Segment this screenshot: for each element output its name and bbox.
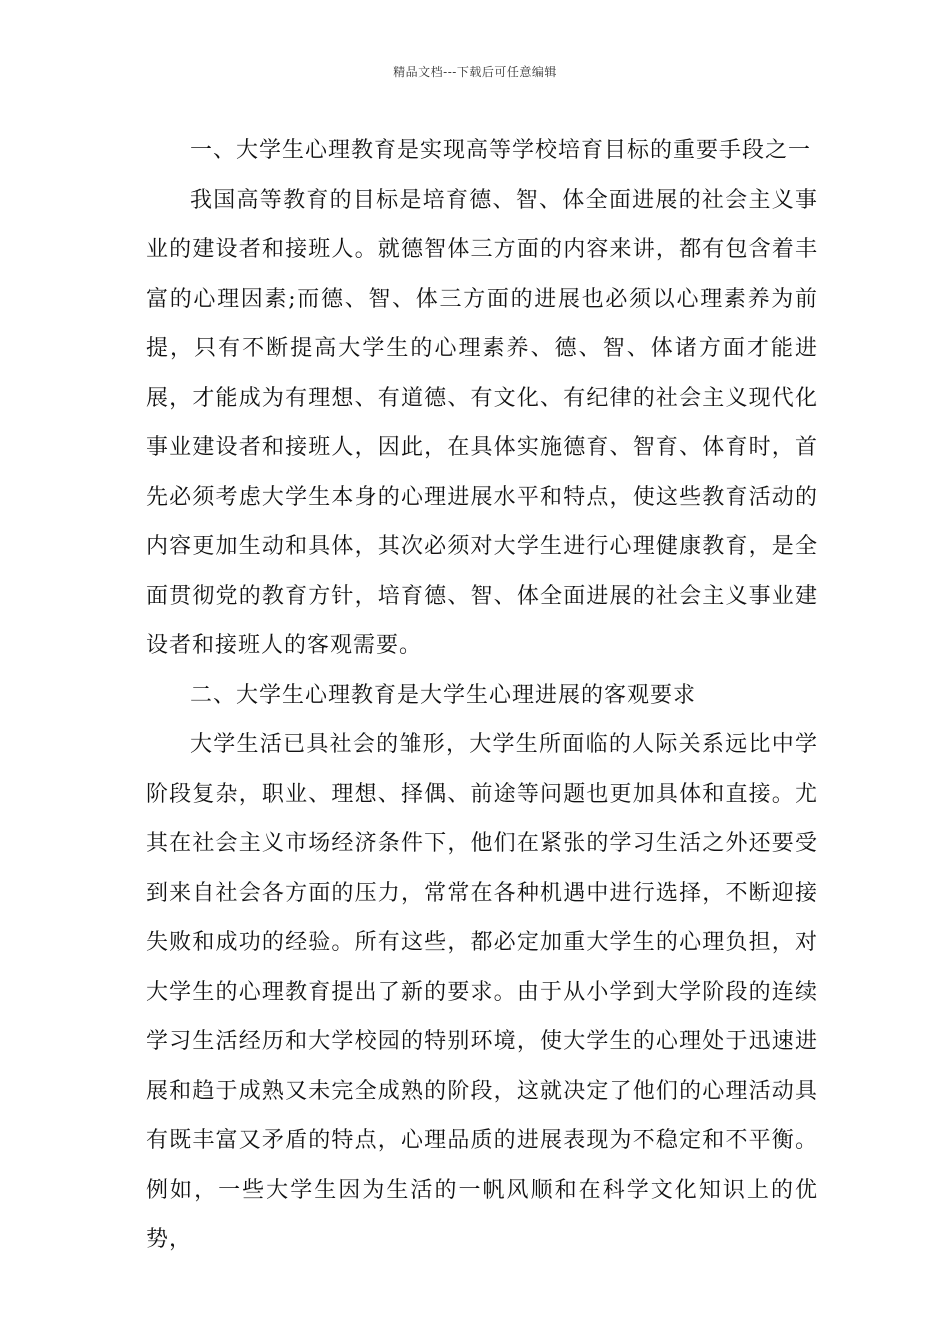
paragraph-education-goals: 我国高等教育的目标是培育德、智、体全面进展的社会主义事业的建设者和接班人。就德智体三方面的内容来讲，都有包含着丰富的心理因素;而德、智、体三方面的进展也必须以心理素养为前提，只有不断提高大学生的心理素养、德、智、体诸方面才能进展，才能成为有理想、有道德、有文化、有纪律的社会主义现代化事业建设者和接班人，因此，在具体实施德育、智育、体育时，首先必须考虑大学生本身的心理进展水平和特点，使这些教育活动的内容更加生动和具体，其次必须对大学生进行心理健康教育，是全面贯彻党的教育方针，培育德、智、体全面进展的社会主义事业建设者和接班人的客观需要。 — [146, 187, 818, 658]
section-heading-2: 二、大学生心理教育是大学生心理进展的客观要求 — [190, 682, 697, 708]
paragraph-student-life: 大学生活已具社会的雏形，大学生所面临的人际关系远比中学阶段复杂，职业、理想、择偶、前途等问题也更加具体和直接。尤其在社会主义市场经济条件下，他们在紧张的学习生活之外还要受到来自社会各方面的压力，常常在各种机遇中进行选择，不断迎接失败和成功的经验。所有这些，都必定加重大学生的心理负担，对大学生的心理教育提出了新的要求。由于从小学到大学阶段的连续学习生活经历和大学校园的特别环境，使大学生的心理处于迅速进展和趋于成熟又未完全成熟的阶段，这就决定了他们的心理活动具有既丰富又矛盾的特点，心理品质的进展表现为不稳定和不平衡。例如，一些大学生因为生活的一帆风顺和在科学文化知识上的优势， — [146, 732, 818, 1252]
section-heading-1: 一、大学生心理教育是实现高等学校培育目标的重要手段之一 — [190, 138, 812, 163]
document-body — [146, 126, 818, 1265]
page-header: 精品文档---下载后可任意编辑 — [393, 65, 557, 79]
